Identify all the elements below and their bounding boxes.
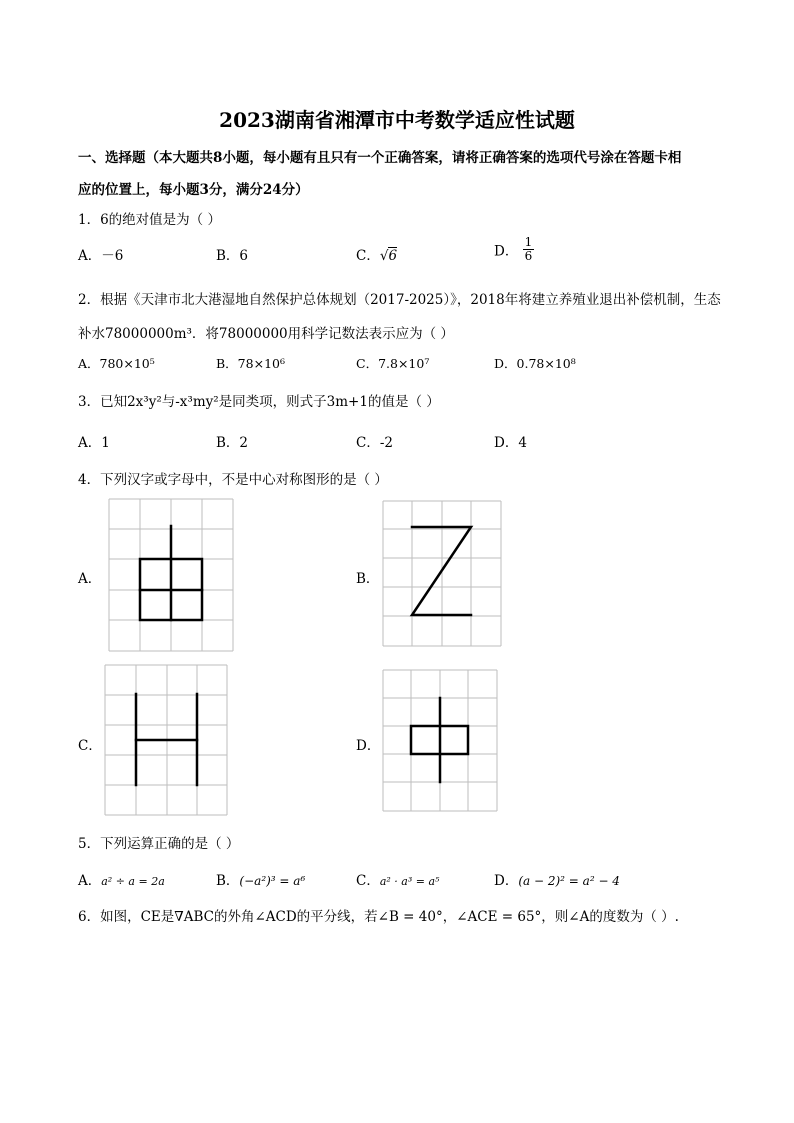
grid-lines	[383, 501, 501, 646]
question-6-stem: 6．如图，CE是∇ABC的外角∠ACD的平分线，若∠B = 40°，∠ACE = 65°，则∠A的度数为（ ）.	[78, 909, 679, 925]
q3-option-d: D．4	[494, 435, 527, 451]
question-1-stem: 1．6的绝对值是为（ ）	[78, 212, 221, 228]
question-2-line1: 2．根据《天津市北大港湿地自然保护总体规划（2017-2025）》，2018年将建立养殖业退出补偿机制，生态	[78, 292, 721, 308]
q5-option-c-label: C．	[356, 873, 380, 889]
sqrt-sign: √	[379, 248, 389, 264]
q4-option-c-label: C．	[78, 738, 102, 754]
q1-option-b: B．6	[216, 248, 249, 264]
q4-option-a-label: A．	[78, 571, 102, 587]
fraction-denominator: 6	[524, 249, 533, 263]
q1-option-d-label: D．	[494, 243, 519, 260]
q5-option-a-expr: a² ÷ a = 2a	[101, 875, 165, 888]
q2-option-a: A．780×10⁵	[78, 356, 155, 371]
q5-option-c-expr: a² · a³ = a⁵	[379, 875, 440, 888]
question-4-stem: 4．下列汉字或字母中，不是中心对称图形的是（ ）	[78, 472, 388, 488]
question-2-line2: 补水78000000m³．将78000000用科学记数法表示应为（ ）	[78, 326, 454, 342]
q1-option-c-value: 6	[388, 248, 398, 264]
question-3-stem: 3．已知2x³y²与-x³my²是同类项，则式子3m+1的值是（ ）	[78, 394, 440, 410]
q4-figure-d-character-zhong	[382, 669, 498, 812]
q5-option-b	[216, 869, 305, 889]
q4-option-b-label: B．	[356, 571, 380, 587]
q1-option-c-label: C．	[356, 248, 380, 264]
q4-figure-c-letter-h	[104, 664, 228, 816]
q2-option-c: C．7.8×10⁷	[356, 356, 430, 371]
q5-option-a	[78, 869, 165, 889]
character-shape	[140, 526, 202, 620]
q5-option-b-label: B．	[216, 873, 240, 889]
q4-figure-a-cross-grid	[108, 498, 234, 652]
q3-option-a: A．1	[78, 435, 110, 451]
fraction	[523, 236, 535, 263]
character-shape	[411, 698, 468, 782]
fraction-numerator: 1	[524, 235, 533, 249]
q3-option-b: B．2	[216, 435, 249, 451]
section-heading-line1: 一、选择题（本大题共8小题，每小题有且只有一个正确答案，请将正确答案的选项代号涂在答题卡相	[78, 150, 682, 166]
q2-option-d: D．0.78×10⁸	[494, 356, 576, 371]
q5-option-c	[356, 869, 439, 889]
q5-option-d-expr: (a − 2)² = a² − 4	[518, 874, 620, 888]
q5-option-d-label: D．	[494, 873, 519, 889]
q5-option-d	[494, 869, 620, 889]
q2-option-b: B．78×10⁶	[216, 356, 285, 371]
page-title: 2023湖南省湘潭市中考数学适应性试题	[219, 108, 575, 132]
q1-option-c	[356, 244, 397, 264]
section-heading-line2: 应的位置上，每小题3分，满分24分）	[78, 182, 309, 198]
q1-option-d	[494, 236, 534, 263]
q5-option-b-expr: (−a²)³ = a⁶	[239, 874, 306, 888]
q1-option-a: A．－6	[78, 248, 124, 264]
q3-option-c: C．-2	[356, 435, 393, 451]
q4-option-d-label: D．	[356, 738, 381, 754]
question-5-stem: 5．下列运算正确的是（ ）	[78, 836, 240, 852]
q5-option-a-label: A．	[78, 873, 102, 889]
q4-figure-b-letter-z	[382, 500, 502, 647]
